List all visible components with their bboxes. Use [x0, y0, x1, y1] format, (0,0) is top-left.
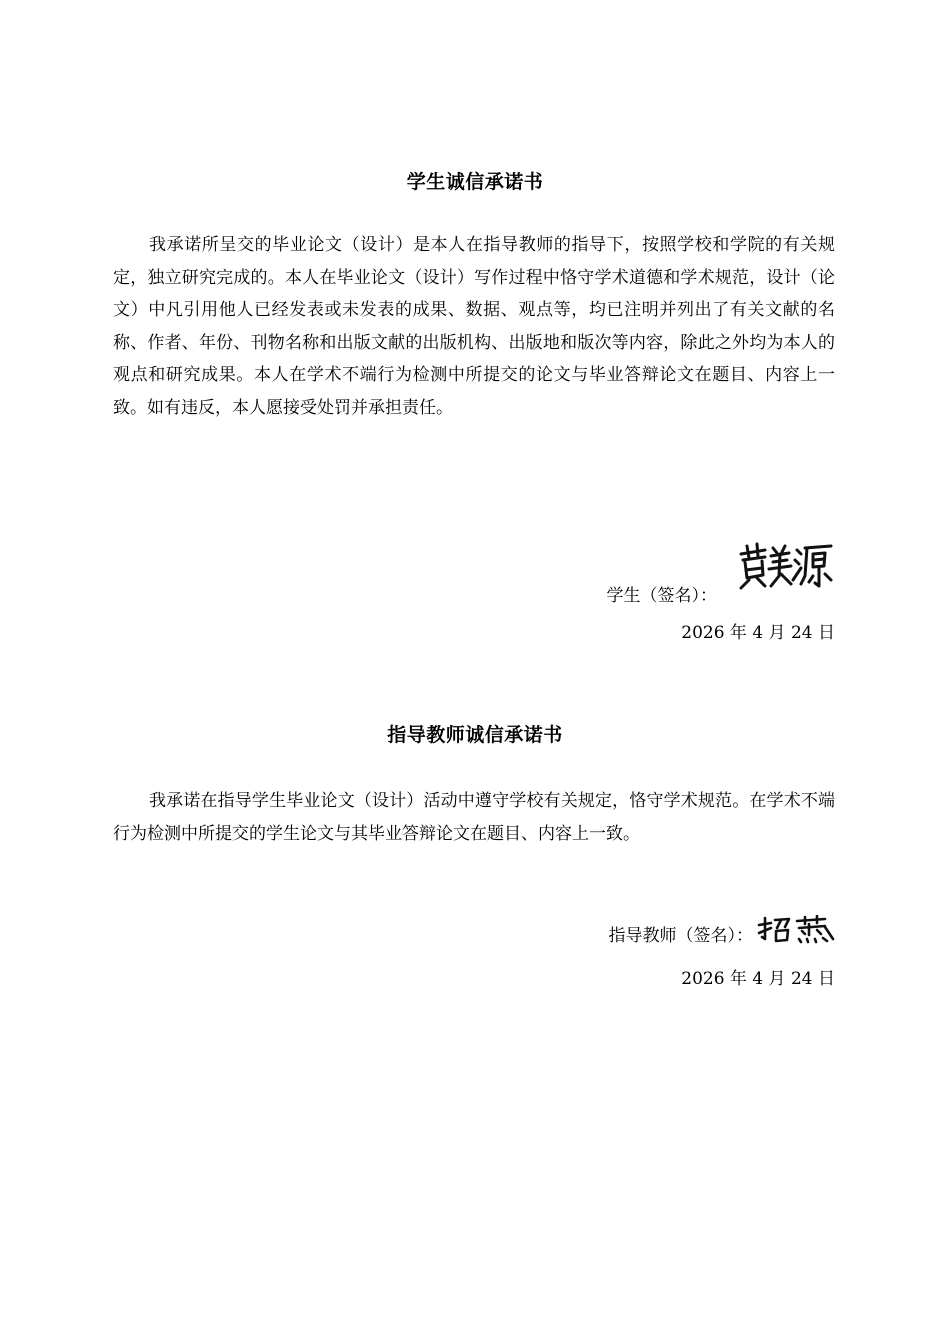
student-signature-label: 学生（签名）： — [606, 586, 717, 606]
advisor-pledge-body: 我承诺在指导学生毕业论文（设计）活动中遵守学校有关规定，恪守学术规范。在学术不端行为检测中所提交的学生论文与其毕业答辩论文在题目、内容上一致。 — [113, 791, 835, 844]
advisor-pledge-title: 指导教师诚信承诺书 — [387, 724, 563, 746]
student-pledge-body: 我承诺所呈交的毕业论文（设计）是本人在指导教师的指导下，按照学校和学院的有关规定，独立研究完成的。本人在毕业论文（设计）写作过程中恪守学术道德和学术规范，设计（论文）中凡引用他人已经发表或未发表的成果、数据、观点等，均已注明并列出了有关文献的名称、作者、年份、刊物名称和出版文献的出版机构、出版地和版次等内容，除此之外均为本人的观点和研究成果。本人在学术不端行为检测中所提交的论文与毕业答辩论文在题目、内容上一致。如有违反，本人愿接受处罚并承担责任。 — [113, 235, 835, 418]
student-signature-row — [607, 540, 836, 608]
student-signature-date: 2026 年 4 月 24 日 — [681, 623, 835, 643]
student-pledge-title: 学生诚信承诺书 — [406, 171, 544, 193]
advisor-signature-row — [609, 915, 836, 951]
advisor-signature-label: 指导教师（签名）： — [608, 926, 753, 946]
advisor-signature-date: 2026 年 4 月 24 日 — [681, 969, 835, 989]
advisor-handwritten-signature — [755, 915, 835, 945]
student-handwritten-signature — [735, 540, 835, 592]
